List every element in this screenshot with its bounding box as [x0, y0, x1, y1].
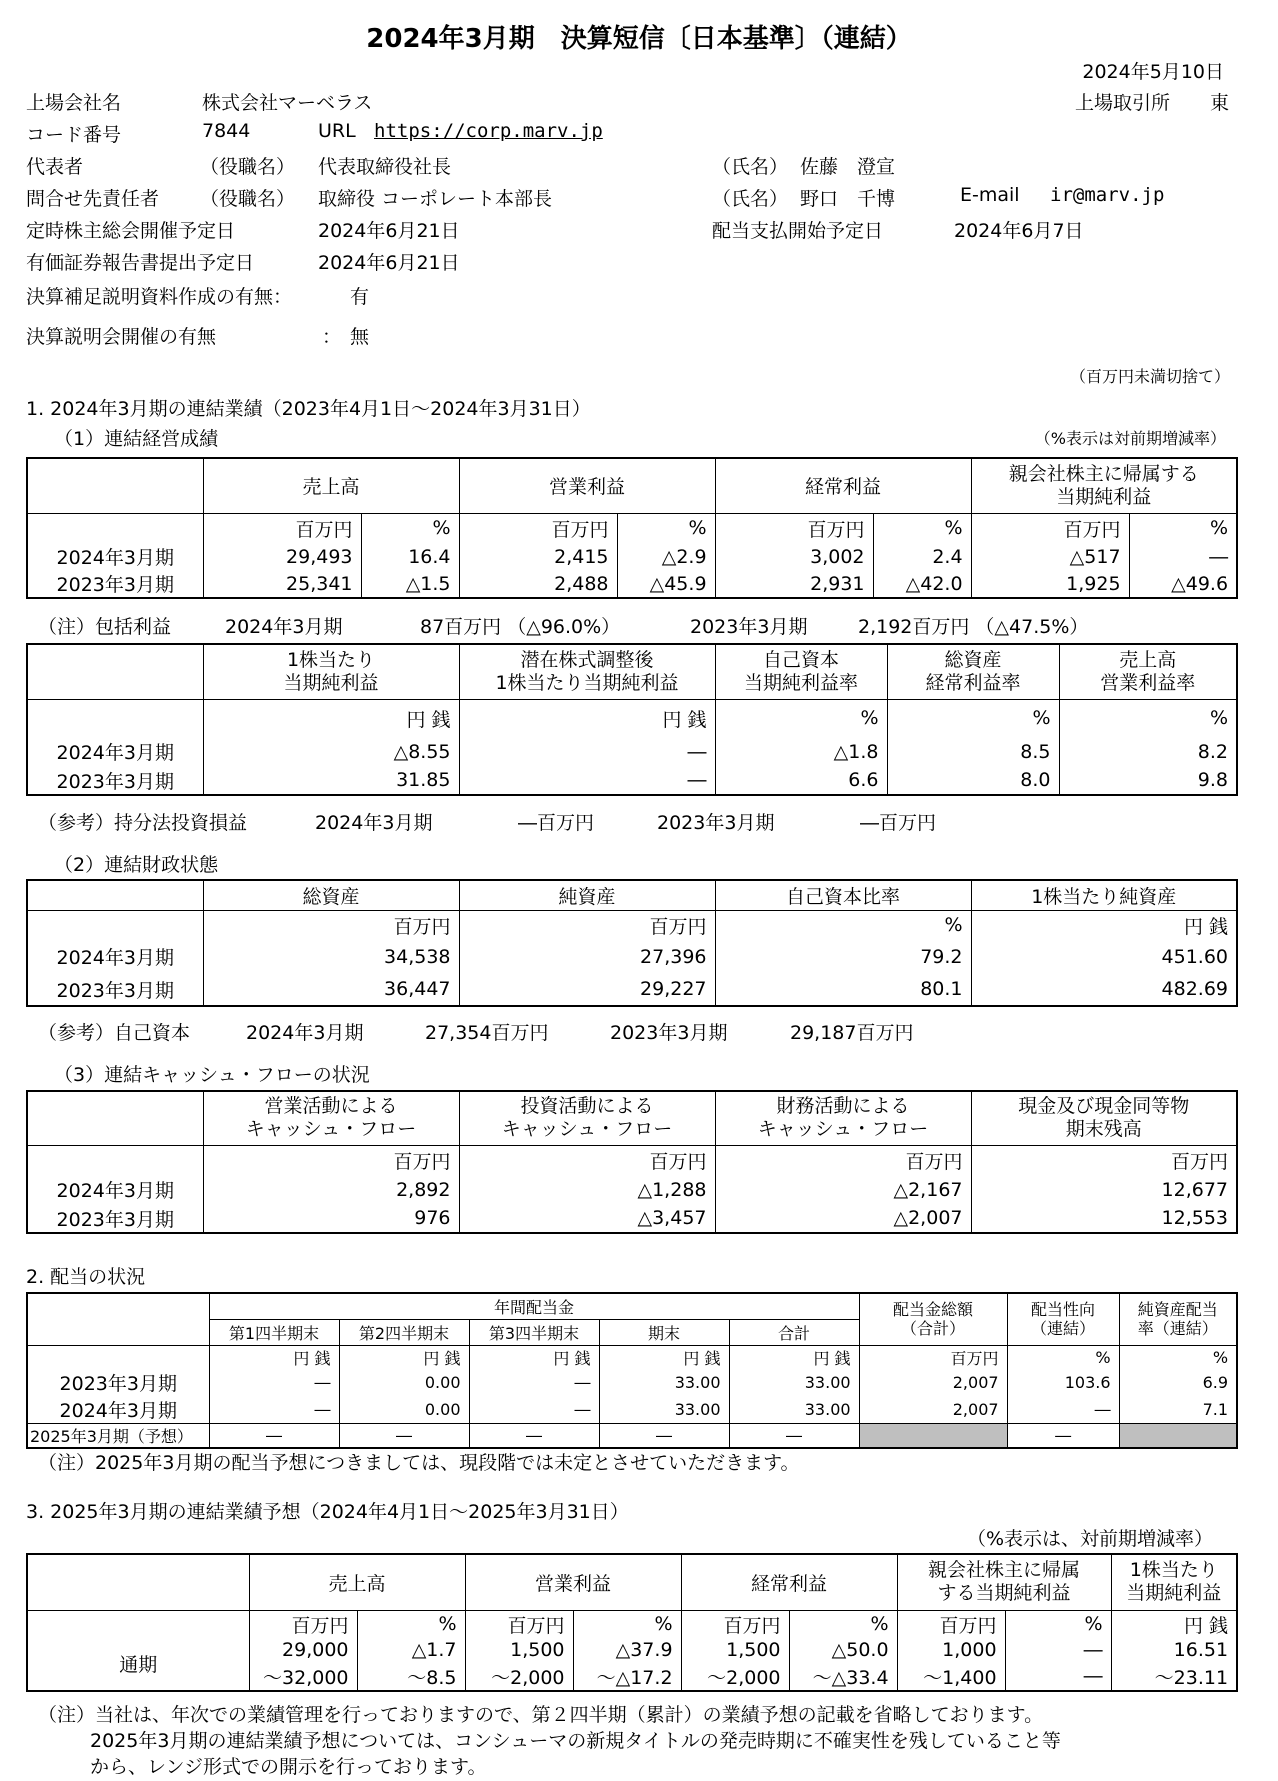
cell: 31.85: [203, 766, 459, 795]
cell: 2,931: [715, 570, 873, 598]
cell: ―: [459, 737, 715, 766]
cell: ―: [209, 1424, 339, 1449]
col-header-total: 合計: [729, 1319, 859, 1345]
div-pay-label: 配当支払開始予定日: [712, 220, 884, 242]
cell: ―: [459, 766, 715, 795]
briefing-label: 決算説明会開催の有無: [26, 326, 217, 348]
representative-label: 代表者: [26, 156, 84, 178]
section3-heading: 3. 2025年3月期の連結業績予想（2024年4月1日～2025年3月31日）: [26, 1501, 629, 1523]
cell: ―: [469, 1396, 599, 1424]
col-header-ordinary-income: 経常利益: [715, 458, 971, 513]
table-row: [27, 1396, 1237, 1424]
cell: ～2,000: [465, 1663, 573, 1691]
email-link[interactable]: ir@marv.jp: [1050, 184, 1165, 206]
col-header-investing-cf: 投資活動による キャッシュ・フロー: [459, 1091, 715, 1145]
contact-name: 野口 千博: [800, 188, 896, 210]
col-header-payout-ratio: 配当性向 （連結）: [1007, 1293, 1119, 1345]
rounding-note: （百万円未満切捨て）: [1069, 367, 1230, 386]
cell: 16.4: [361, 543, 459, 570]
col-header-cash-balance: 現金及び現金同等物 期末残高: [971, 1091, 1237, 1145]
cell: △45.9: [617, 570, 715, 598]
cell: △49.6: [1129, 570, 1237, 598]
cell: ～△33.4: [789, 1663, 897, 1691]
row-label: 2025年3月期（予想）: [27, 1424, 209, 1449]
col-header-total-dividend: 配当金総額 （合計）: [859, 1293, 1007, 1345]
table-row-forecast: [27, 1424, 1237, 1449]
cell: 1,925: [971, 570, 1129, 598]
code-label: コード番号: [26, 124, 122, 146]
cell: 2,415: [459, 543, 617, 570]
report-filing-date: 2024年6月21日: [318, 252, 460, 274]
company-url-link[interactable]: https://corp.marv.jp: [374, 120, 603, 142]
cell: ―: [469, 1369, 599, 1396]
code-value: 7844: [202, 120, 251, 142]
contact-name-label: （氏名）: [712, 188, 789, 210]
cell: △2,167: [715, 1175, 971, 1204]
table-row: [27, 1638, 1237, 1663]
report-filing-label: 有価証券報告書提出予定日: [26, 252, 255, 274]
col-header-roa: 総資産 経常利益率: [887, 644, 1059, 699]
unit: %: [361, 513, 459, 543]
unit: 百万円: [459, 910, 715, 940]
per-share-table: [26, 643, 1238, 796]
col-header-ordinary-income: 経常利益: [681, 1554, 897, 1610]
operating-results-heading: （1）連結経営成績: [54, 428, 219, 450]
cell: ―: [339, 1424, 469, 1449]
dividend-table: [26, 1292, 1238, 1449]
unit: 百万円: [715, 513, 873, 543]
col-header-financing-cf: 財務活動による キャッシュ・フロー: [715, 1091, 971, 1145]
col-header-op-margin: 売上高 営業利益率: [1059, 644, 1237, 699]
cell: ―: [1005, 1638, 1111, 1663]
equity-method-label: （参考）持分法投資損益: [38, 812, 248, 834]
cell: 8.2: [1059, 737, 1237, 766]
unit: 円 銭: [1111, 1610, 1237, 1638]
row-label: 2024年3月期: [27, 940, 203, 973]
annual-dividend-header: 年間配当金: [209, 1293, 859, 1319]
cell: △42.0: [873, 570, 971, 598]
agm-date: 2024年6月21日: [318, 220, 460, 242]
col-header-q1: 第1四半期末: [209, 1319, 339, 1345]
table-row: [27, 737, 1237, 766]
briefing-value: 無: [350, 326, 370, 348]
unit: %: [789, 1610, 897, 1638]
unit: 百万円: [203, 1145, 459, 1175]
unit: %: [873, 513, 971, 543]
cell: ―: [209, 1396, 339, 1424]
cell: 36,447: [203, 973, 459, 1006]
cell: ―: [1007, 1396, 1119, 1424]
supplementary-label: 決算補足説明資料作成の有無：: [26, 286, 293, 308]
cell: △50.0: [789, 1638, 897, 1663]
ci-fy2024-label: 2024年3月期: [225, 616, 343, 638]
col-header-q3: 第3四半期末: [469, 1319, 599, 1345]
cell: 2,488: [459, 570, 617, 598]
shaded-cell: [1119, 1424, 1237, 1449]
unit: %: [573, 1610, 681, 1638]
unit: 百万円: [859, 1345, 1007, 1369]
cell: 16.51: [1111, 1638, 1237, 1663]
pct-note: （%表示は対前期増減率）: [1034, 429, 1226, 448]
table-row: [27, 570, 1237, 598]
agm-label: 定時株主総会開催予定日: [26, 220, 236, 242]
row-label: 2023年3月期: [27, 1204, 203, 1233]
row-label: 2024年3月期: [27, 543, 203, 570]
cell: ―: [1129, 543, 1237, 570]
forecast-table: [26, 1553, 1238, 1692]
cell: 25,341: [203, 570, 361, 598]
eq-fy2024-value: ―百万円: [518, 812, 595, 834]
financial-position-heading: （2）連結財政状態: [54, 854, 219, 876]
briefing-colon: ：: [322, 326, 342, 348]
unit: 百万円: [715, 1145, 971, 1175]
cell: △1.5: [361, 570, 459, 598]
cell: 27,396: [459, 940, 715, 973]
row-label: 2023年3月期: [27, 570, 203, 598]
row-label: 通期: [27, 1638, 249, 1691]
unit: 百万円: [203, 910, 459, 940]
cell: 8.5: [887, 737, 1059, 766]
table-row: [27, 1175, 1237, 1204]
cell: 1,000: [897, 1638, 1005, 1663]
row-label: 2023年3月期: [27, 973, 203, 1006]
cell: 79.2: [715, 940, 971, 973]
table-row: [27, 766, 1237, 795]
cell: 2.4: [873, 543, 971, 570]
unit: 円 銭: [971, 910, 1237, 940]
cell: 12,553: [971, 1204, 1237, 1233]
row-label: 2024年3月期: [27, 1175, 203, 1204]
rep-title-label: （役職名）: [200, 156, 296, 178]
cell: 2,007: [859, 1396, 1007, 1424]
cell: 0.00: [339, 1396, 469, 1424]
exchange-value: 東: [1210, 92, 1230, 114]
cell: 29,493: [203, 543, 361, 570]
cell: ―: [209, 1369, 339, 1396]
cell: ～32,000: [249, 1663, 357, 1691]
table-corner: [27, 458, 203, 513]
forecast-note-line1: （注）当社は、年次での業績管理を行っておりますので、第２四半期（累計）の業績予想の記載を省略しております。: [38, 1704, 1044, 1726]
unit: %: [617, 513, 715, 543]
unit: %: [1005, 1610, 1111, 1638]
own-fy2024-value: 27,354百万円: [425, 1022, 549, 1044]
unit: 円 銭: [203, 699, 459, 737]
ci-fy2023-value: 2,192百万円 （△47.5%）: [858, 616, 1089, 638]
operating-results-table: [26, 457, 1238, 599]
unit: 円 銭: [729, 1345, 859, 1369]
company-name-label: 上場会社名: [26, 92, 122, 114]
unit: 百万円: [459, 1145, 715, 1175]
cell: 1,500: [681, 1638, 789, 1663]
supplementary-value: 有: [350, 286, 370, 308]
cell: 8.0: [887, 766, 1059, 795]
cell: ―: [729, 1424, 859, 1449]
col-header-net-income: 親会社株主に帰属 する当期純利益: [897, 1554, 1111, 1610]
unit: 百万円: [971, 513, 1129, 543]
div-pay-date: 2024年6月7日: [954, 220, 1084, 242]
unit: %: [887, 699, 1059, 737]
unit: 円 銭: [339, 1345, 469, 1369]
col-header-net-income: 親会社株主に帰属する 当期純利益: [971, 458, 1237, 513]
unit: %: [1007, 1345, 1119, 1369]
financial-position-table: [26, 879, 1238, 1007]
cash-flow-heading: （3）連結キャッシュ・フローの状況: [54, 1064, 370, 1086]
rep-name: 佐藤 澄宣: [800, 156, 896, 178]
own-capital-label: （参考）自己資本: [38, 1022, 191, 1044]
comprehensive-income-label: （注）包括利益: [38, 616, 172, 638]
cell: △3,457: [459, 1204, 715, 1233]
cell: 0.00: [339, 1369, 469, 1396]
cell: 7.1: [1119, 1396, 1237, 1424]
cell: ～8.5: [357, 1663, 465, 1691]
cell: ～23.11: [1111, 1663, 1237, 1691]
cell: 2,007: [859, 1369, 1007, 1396]
own-fy2023-value: 29,187百万円: [790, 1022, 914, 1044]
cell: △1,288: [459, 1175, 715, 1204]
col-header-q2: 第2四半期末: [339, 1319, 469, 1345]
company-name: 株式会社マーベラス: [202, 92, 373, 114]
cell: 12,677: [971, 1175, 1237, 1204]
contact-title: 取締役 コーポレート本部長: [318, 188, 553, 210]
cell: 33.00: [599, 1369, 729, 1396]
cell: △2.9: [617, 543, 715, 570]
col-header-sales: 売上高: [203, 458, 459, 513]
row-label: 2023年3月期: [27, 766, 203, 795]
unit: 円 銭: [469, 1345, 599, 1369]
col-header-eps: 1株当たり 当期純利益: [1111, 1554, 1237, 1610]
unit: %: [1119, 1345, 1237, 1369]
row-label: 2023年3月期: [27, 1369, 209, 1396]
cell: ―: [1007, 1424, 1119, 1449]
page-title: 2024年3月期 決算短信〔日本基準〕（連結）: [366, 24, 912, 54]
unit: %: [1129, 513, 1237, 543]
col-header-equity-ratio: 自己資本比率: [715, 880, 971, 910]
eq-fy2024-label: 2024年3月期: [315, 812, 433, 834]
unit: %: [715, 910, 971, 940]
table-row: [27, 1369, 1237, 1396]
col-header-operating-income: 営業利益: [465, 1554, 681, 1610]
row-label: 2024年3月期: [27, 737, 203, 766]
unit: 百万円: [459, 513, 617, 543]
cell: △8.55: [203, 737, 459, 766]
rep-title: 代表取締役社長: [318, 156, 452, 178]
cell: 2,892: [203, 1175, 459, 1204]
cell: 451.60: [971, 940, 1237, 973]
cell: ―: [599, 1424, 729, 1449]
col-header-total-assets: 総資産: [203, 880, 459, 910]
cash-flow-table: [26, 1090, 1238, 1234]
unit: %: [715, 699, 887, 737]
section1-heading: 1. 2024年3月期の連結業績（2023年4月1日～2024年3月31日）: [26, 398, 591, 420]
exchange-label: 上場取引所: [1075, 92, 1171, 114]
rep-name-label: （氏名）: [712, 156, 789, 178]
cell: 482.69: [971, 973, 1237, 1006]
ci-fy2024-value: 87百万円 （△96.0%）: [420, 616, 621, 638]
unit: 円 銭: [209, 1345, 339, 1369]
own-fy2024-label: 2024年3月期: [246, 1022, 364, 1044]
cell: △1.7: [357, 1638, 465, 1663]
cell: △2,007: [715, 1204, 971, 1233]
unit: 百万円: [681, 1610, 789, 1638]
cell: 29,227: [459, 973, 715, 1006]
unit: 百万円: [897, 1610, 1005, 1638]
forecast-note-line2: 2025年3月期の連結業績予想については、コンシューマの新規タイトルの発売時期に不確実性を残していること等: [90, 1730, 1061, 1752]
unit: %: [357, 1610, 465, 1638]
email-label: E-mail: [960, 184, 1020, 206]
contact-title-label: （役職名）: [200, 188, 296, 210]
cell: ―: [469, 1424, 599, 1449]
cell: 33.00: [729, 1369, 859, 1396]
col-header-doe: 純資産配当 率（連結）: [1119, 1293, 1237, 1345]
cell: 6.6: [715, 766, 887, 795]
col-header-operating-cf: 営業活動による キャッシュ・フロー: [203, 1091, 459, 1145]
col-header-sales: 売上高: [249, 1554, 465, 1610]
eq-fy2023-value: ―百万円: [860, 812, 937, 834]
section2-heading: 2. 配当の状況: [26, 1266, 146, 1288]
contact-label: 問合せ先責任者: [26, 188, 160, 210]
report-date: 2024年5月10日: [1082, 61, 1224, 83]
cell: △37.9: [573, 1638, 681, 1663]
cell: 1,500: [465, 1638, 573, 1663]
ci-fy2023-label: 2023年3月期: [690, 616, 808, 638]
unit: 円 銭: [459, 699, 715, 737]
cell: △517: [971, 543, 1129, 570]
unit: 百万円: [249, 1610, 357, 1638]
cell: ～2,000: [681, 1663, 789, 1691]
cell: ―: [1005, 1663, 1111, 1691]
unit: 円 銭: [599, 1345, 729, 1369]
table-row: [27, 940, 1237, 973]
unit: 百万円: [465, 1610, 573, 1638]
col-header-diluted-eps: 潜在株式調整後 1株当たり当期純利益: [459, 644, 715, 699]
cell: 33.00: [729, 1396, 859, 1424]
cell: 976: [203, 1204, 459, 1233]
cell: 80.1: [715, 973, 971, 1006]
forecast-note-line3: から、レンジ形式での開示を行っております。: [90, 1756, 487, 1778]
row-label: 2024年3月期: [27, 1396, 209, 1424]
col-header-eps: 1株当たり 当期純利益: [203, 644, 459, 699]
col-header-operating-income: 営業利益: [459, 458, 715, 513]
forecast-pct-note: （%表示は、対前期増減率）: [966, 1528, 1213, 1550]
unit: 百万円: [203, 513, 361, 543]
cell: 6.9: [1119, 1369, 1237, 1396]
col-header-net-assets: 純資産: [459, 880, 715, 910]
col-header-year-end: 期末: [599, 1319, 729, 1345]
cell: 103.6: [1007, 1369, 1119, 1396]
eq-fy2023-label: 2023年3月期: [657, 812, 775, 834]
unit: %: [1059, 699, 1237, 737]
dividend-note: （注）2025年3月期の配当予想につきましては、現段階では未定とさせていただきます。: [38, 1452, 800, 1474]
cell: 3,002: [715, 543, 873, 570]
col-header-bps: 1株当たり純資産: [971, 880, 1237, 910]
cell: ～△17.2: [573, 1663, 681, 1691]
cell: ～1,400: [897, 1663, 1005, 1691]
url-label: URL: [318, 120, 356, 142]
shaded-cell: [859, 1424, 1007, 1449]
table-row: [27, 1204, 1237, 1233]
cell: 29,000: [249, 1638, 357, 1663]
cell: △1.8: [715, 737, 887, 766]
unit: 百万円: [971, 1145, 1237, 1175]
col-header-roe: 自己資本 当期純利益率: [715, 644, 887, 699]
cell: 9.8: [1059, 766, 1237, 795]
own-fy2023-label: 2023年3月期: [610, 1022, 728, 1044]
cell: 33.00: [599, 1396, 729, 1424]
table-row: [27, 543, 1237, 570]
cell: 34,538: [203, 940, 459, 973]
table-row: [27, 973, 1237, 1006]
